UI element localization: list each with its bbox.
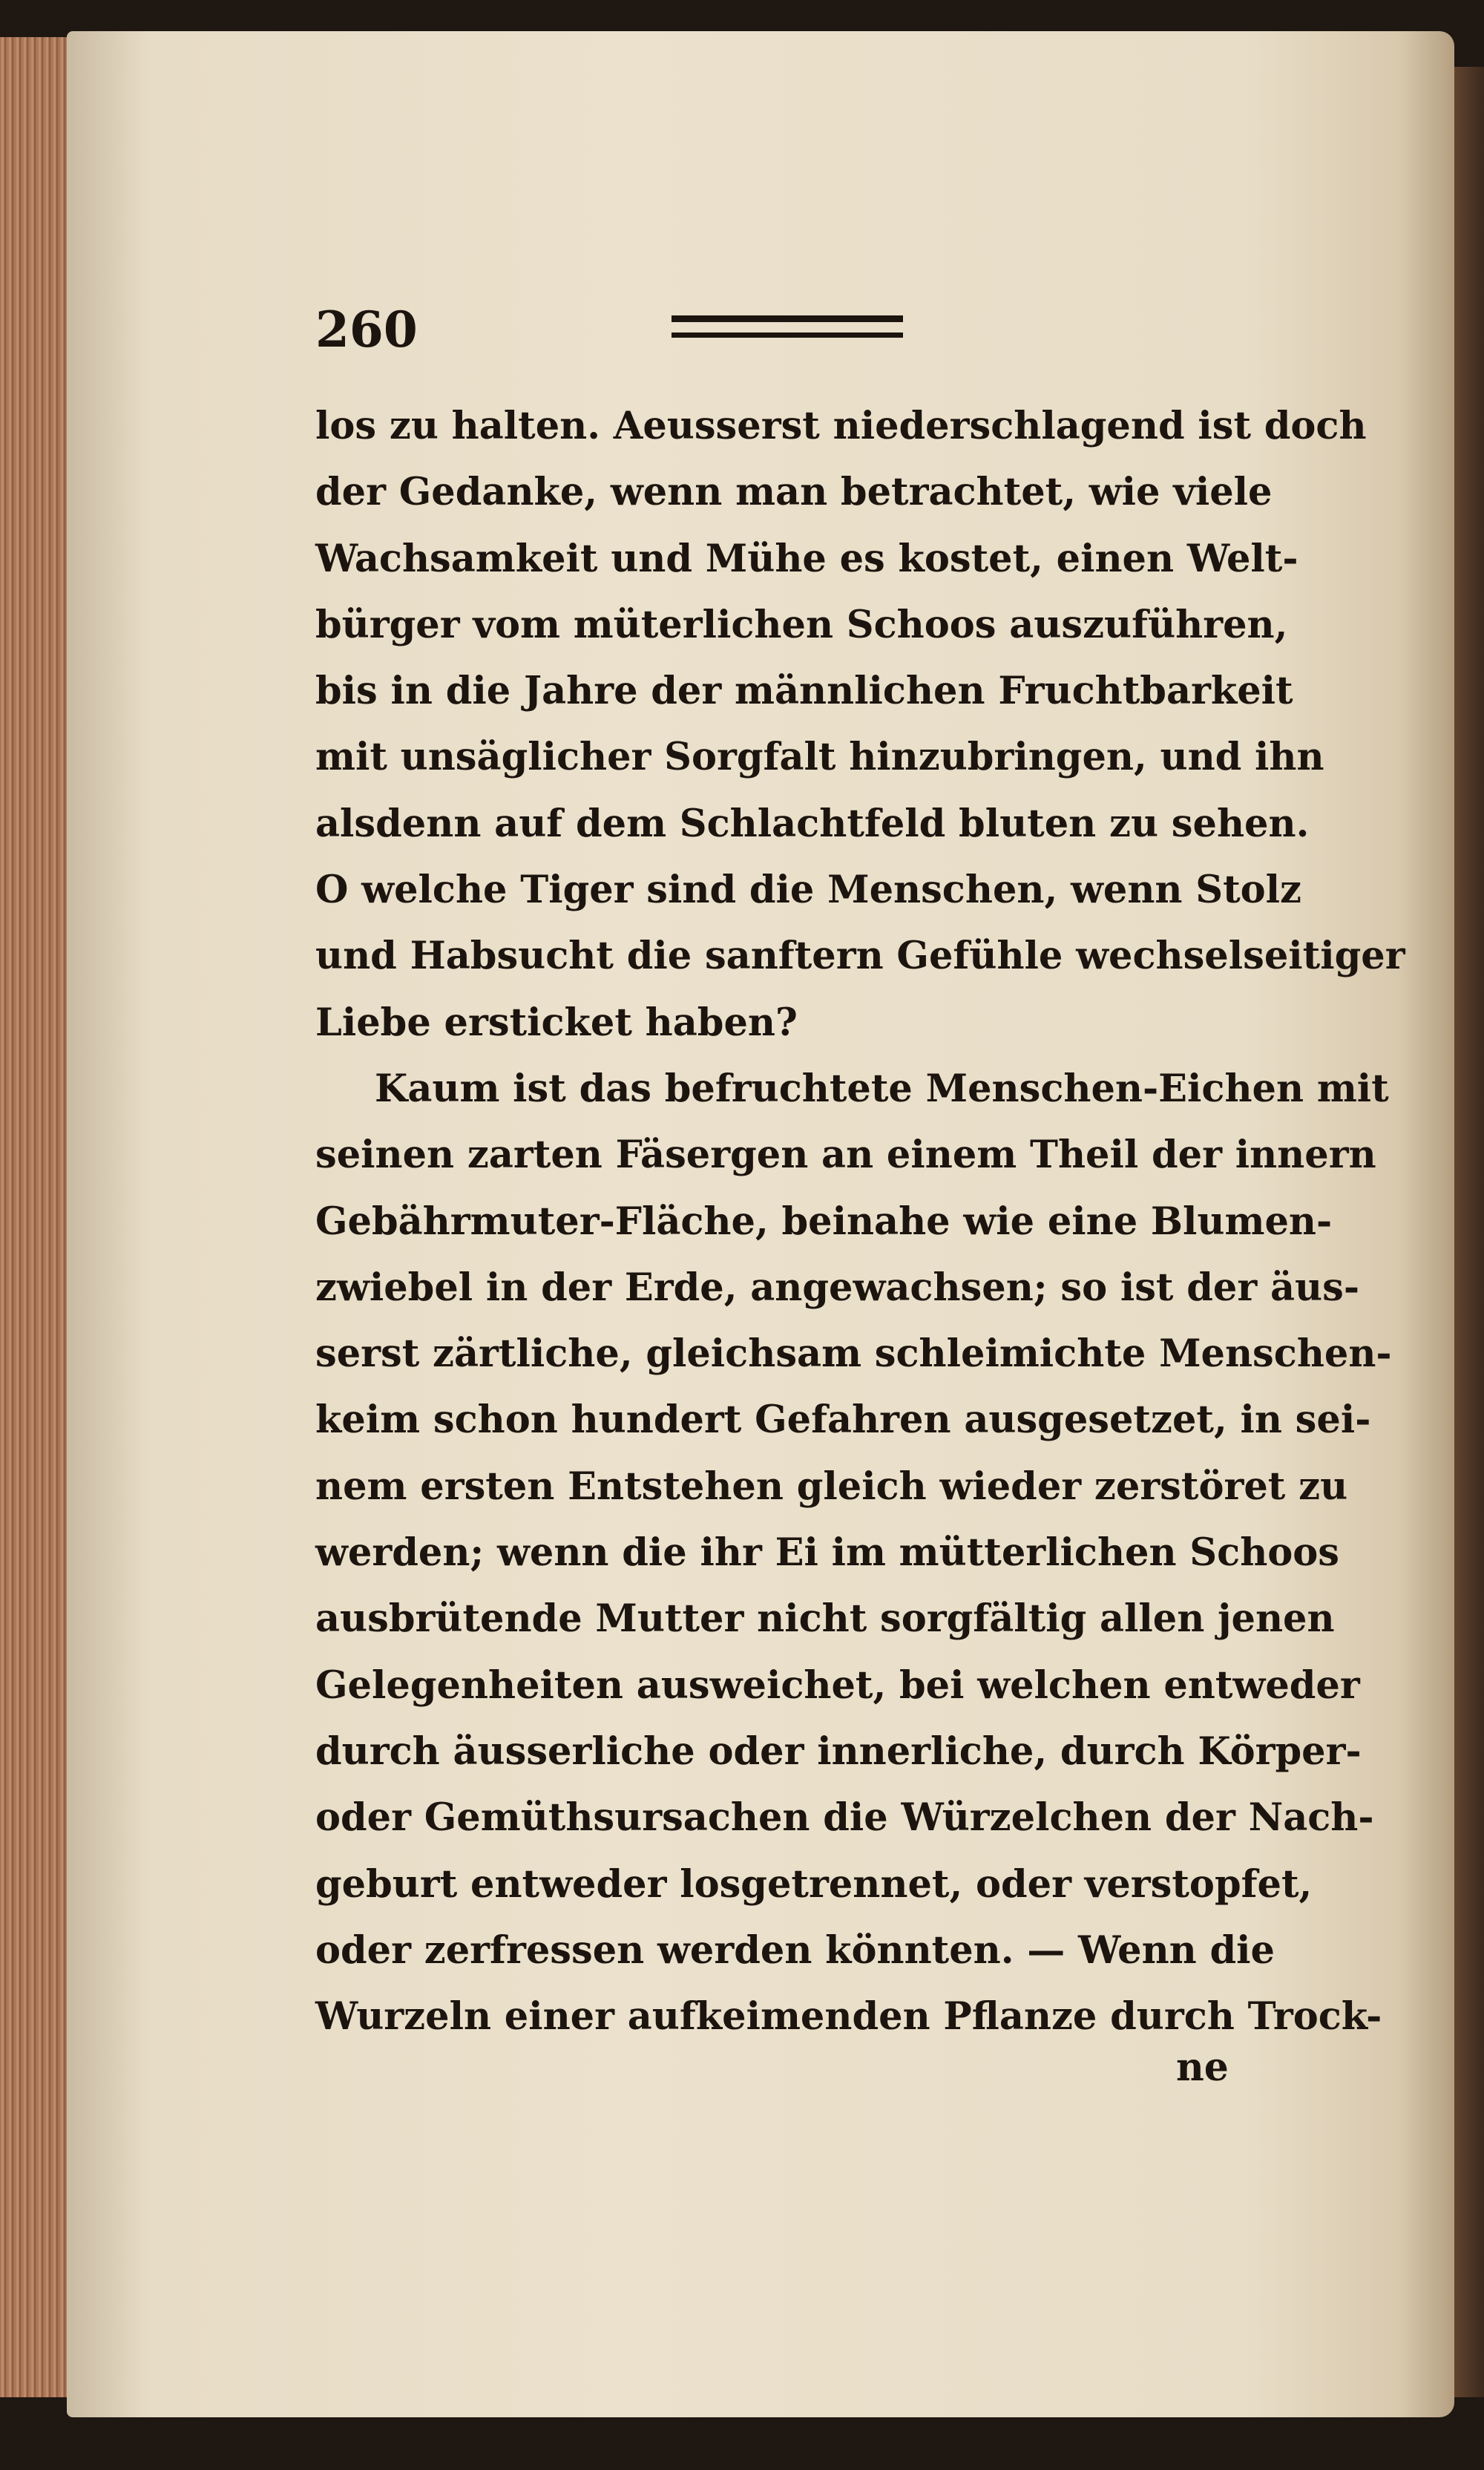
text-line: oder zerfressen werden könnten. — Wenn die xyxy=(315,1927,1275,1973)
text-line: O welche Tiger sind die Menschen, wenn Stolz xyxy=(315,868,1301,913)
text-line: serst zärtliche, gleichsam schleimichte Menschen- xyxy=(315,1331,1392,1377)
paragraph-1 xyxy=(315,393,1405,1056)
page-number: 260 xyxy=(315,301,418,358)
body-text xyxy=(315,393,1405,2050)
text-line: geburt entweder losgetrennet, oder verstopfet, xyxy=(315,1861,1313,1907)
text-line: Wachsamkeit und Mühe es kostet, einen Welt- xyxy=(315,536,1298,581)
text-line: werden; wenn die ihr Ei im mütterlichen Schoos xyxy=(315,1530,1340,1576)
text-line: bis in die Jahre der männlichen Fruchtbarkeit xyxy=(315,669,1293,714)
text-line: mit unsäglicher Sorgfalt hinzubringen, und ihn xyxy=(315,735,1324,780)
text-line: Gelegenheiten ausweichet, bei welchen entweder xyxy=(315,1662,1360,1708)
text-line: oder Gemüthsursachen die Würzelchen der Nach- xyxy=(315,1795,1374,1841)
catchword: ne xyxy=(1176,2045,1229,2090)
text-line: keim schon hundert Gefahren ausgesetzet, in sei- xyxy=(315,1398,1371,1443)
header-rule xyxy=(672,315,903,338)
paragraph-2 xyxy=(315,1056,1392,2050)
text-line: ausbrütende Mutter nicht sorgfältig allen jenen xyxy=(315,1596,1335,1642)
text-line: alsdenn auf dem Schlachtfeld bluten zu sehen. xyxy=(315,801,1310,846)
text-line: Liebe ersticket haben? xyxy=(315,1000,798,1045)
text-line: seinen zarten Fäsergen an einem Theil der innern xyxy=(315,1133,1376,1178)
text-line: Kaum ist das befruchtete Menschen-Eichen mit xyxy=(375,1066,1389,1111)
text-line: Gebährmuter-Fläche, beinahe wie eine Blumen- xyxy=(315,1199,1333,1244)
text-line: und Habsucht die sanftern Gefühle wechselseitiger xyxy=(315,934,1405,979)
text-line: los zu halten. Aeusserst niederschlagend ist doch xyxy=(315,404,1367,448)
text-line: durch äusserliche oder innerliche, durch Körper- xyxy=(315,1729,1362,1774)
text-line: Wurzeln einer aufkeimenden Pflanze durch Trock- xyxy=(315,1994,1382,2040)
text-line: der Gedanke, wenn man betrachtet, wie viele xyxy=(315,470,1273,515)
text-line: nem ersten Entstehen gleich wieder zerstöret zu xyxy=(315,1464,1348,1509)
text-line: zwiebel in der Erde, angewachsen; so ist der äus- xyxy=(315,1265,1359,1310)
text-line: bürger vom müterlichen Schoos auszuführen, xyxy=(315,602,1288,647)
running-head xyxy=(315,301,1261,367)
